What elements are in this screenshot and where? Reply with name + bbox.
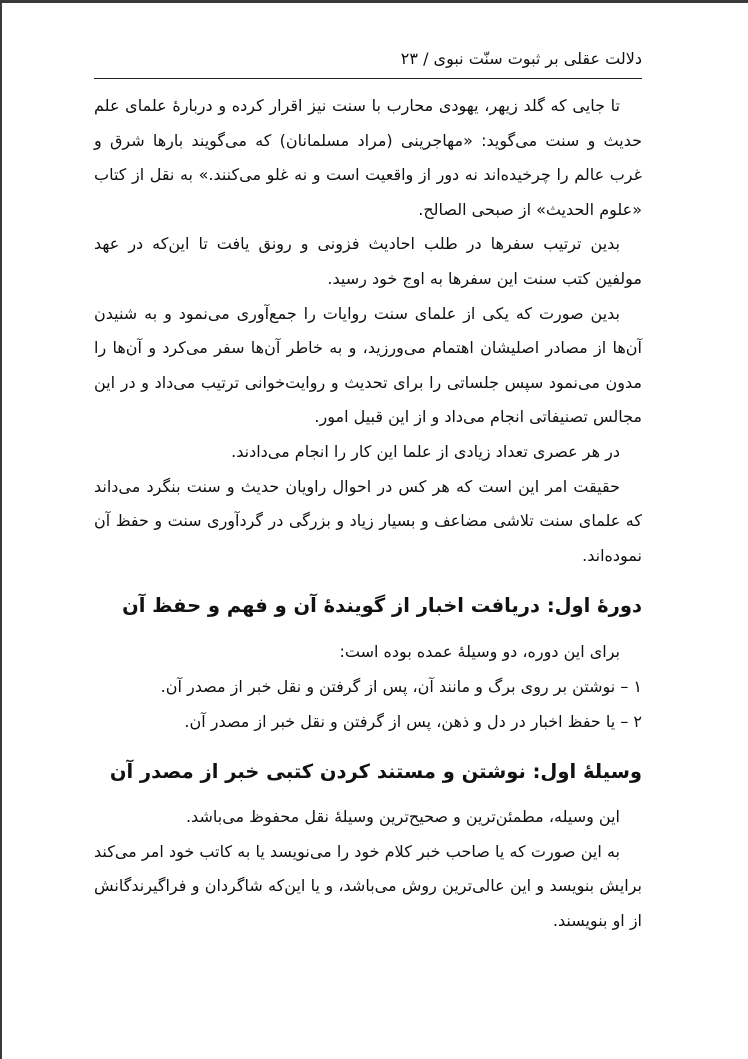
page-top-border <box>0 0 748 3</box>
paragraph-travels-flourish: بدین ترتیب سفرها در طلب احادیث فزونی و رونق یافت تا این‌که در عهد مولفین کتب سنت این سفرها به اوج خود رسید. <box>94 234 642 288</box>
paragraph-scholars-effort: حقیقت امر این است که هر کس در احوال راویان حدیث و سنت بنگرد می‌داند که علمای سنت تلاشی مضاعف و بسیار زیاد و بزرگی در گردآوری سنت و حفظ آن نموده‌اند. <box>94 476 642 565</box>
section-heading-first-period: دورهٔ اول: دریافت اخبار از گویندهٔ آن و فهم و حفظ آن <box>122 594 642 618</box>
section-heading-first-means: وسیلهٔ اول: نوشتن و مستند کردن کتبی خبر از مصدر آن <box>109 760 642 784</box>
paragraph-collection-method: بدین صورت که یکی از علمای سنت روایات را جمع‌آوری می‌نمود و به شنیدن آن‌ها از مصادر اصلیشان اهتمام می‌ورزید، و به خاطر آن‌ها سفر می‌کرد و آن‌ها را مدون می‌نمود سپس جلساتی را برای تحدیث و روایت‌خوانی ترتیب می‌داد و در این مجالس تصنیفاتی انجام می‌داد و از این قبیل امور. <box>94 303 642 427</box>
paragraph-every-era: در هر عصری تعداد زیادی از علما این کار را انجام می‌دادند. <box>231 441 620 461</box>
paragraph-goldziher-quote: تا جایی که گلد زیهر، یهودی محارب با سنت نیز اقرار کرده و دربارهٔ علمای علم حدیث و سنت می‌گوید: «مهاجرینی (مراد مسلمانان) که می‌گویند بارها شرق و غرب عالم را چرخیده‌اند نه دور از واقعیت است و نه غلو می‌کنند.» به نقل از کتاب «علوم الحدیث» از صبحی الصالح. <box>94 96 642 219</box>
paragraph-two-means: برای این دوره، دو وسیلهٔ عمده بوده است: <box>339 642 620 662</box>
running-header: دلالت عقلی بر ثبوت سنّت نبوی / ۲۳ <box>94 40 642 79</box>
page-left-border <box>0 0 2 1059</box>
paragraph-most-reliable: این وسیله، مطمئن‌ترین و صحیح‌ترین وسیلهٔ نقل محفوظ می‌باشد. <box>185 807 620 827</box>
list-item-memorizing: ۲ – یا حفظ اخبار در دل و ذهن، پس از گرفتن و نقل خبر از مصدر آن. <box>184 711 642 731</box>
list-item-writing: ۱ – نوشتن بر روی برگ و مانند آن، پس از گرفتن و نقل خبر از مصدر آن. <box>160 676 642 696</box>
paragraph-writing-ways: به این صورت که یا صاحب خبر کلام خود را می‌نویسد یا به کاتب خود امر می‌کند برایش بنویسد و این عالی‌ترین روش می‌باشد، و یا این‌که شاگردان و فراگیرندگانش از او بنویسند. <box>94 841 642 930</box>
book-page <box>94 40 642 938</box>
